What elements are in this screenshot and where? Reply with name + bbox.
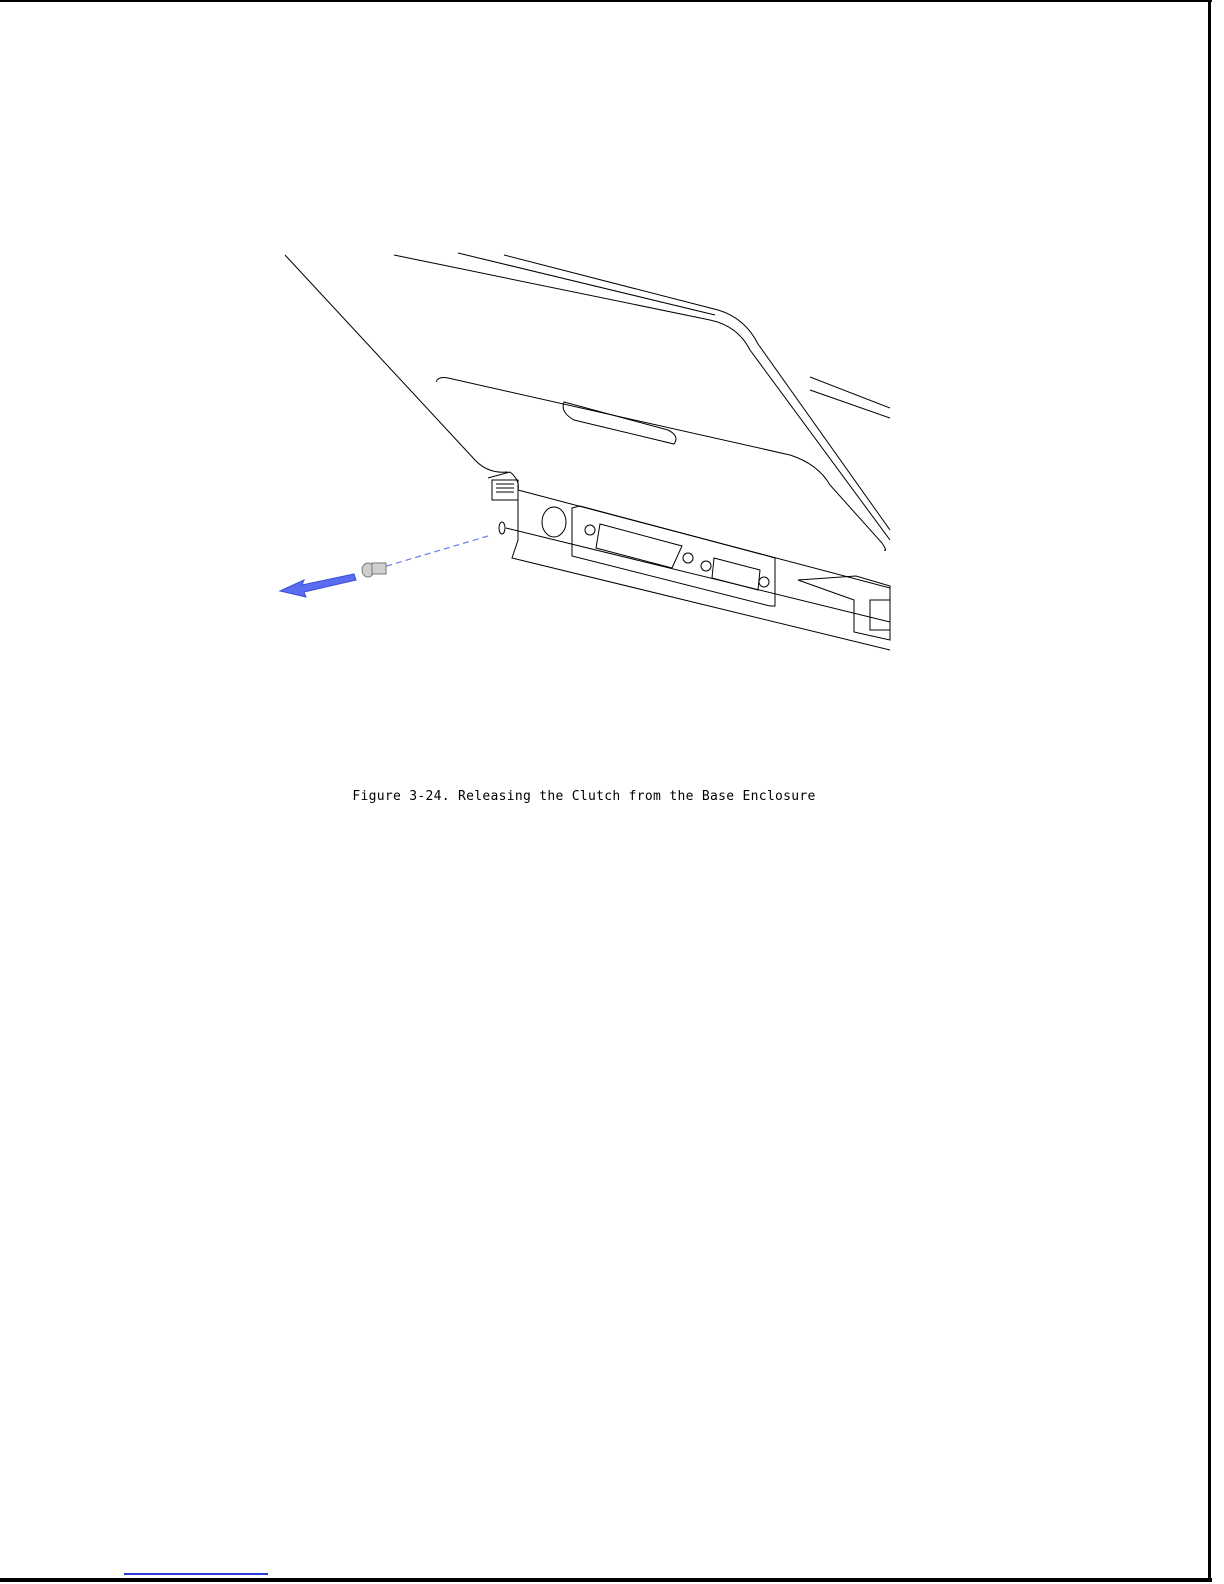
clutch-hinge: [492, 480, 518, 500]
parallel-port: [596, 524, 682, 568]
screw-hole: [499, 522, 505, 534]
display-back-cover: [436, 378, 886, 551]
page-border-bottom: [0, 1578, 1212, 1582]
page-border-top: [0, 0, 1212, 2]
laptop-clutch-illustration: [270, 240, 900, 670]
video-port: [712, 558, 760, 590]
footer-link-underline[interactable]: [124, 1573, 268, 1575]
screw-guide-line: [380, 536, 488, 568]
power-connector: [542, 507, 566, 537]
display-left-edge: [285, 255, 508, 472]
removal-direction-arrow: [280, 574, 356, 597]
connector-recess: [572, 506, 775, 606]
page-border-right: [1208, 0, 1211, 1582]
base-rear-panel: [488, 472, 890, 650]
clutch-screw-icon: [362, 563, 386, 577]
latch-slot: [563, 402, 676, 444]
figure-caption: Figure 3-24. Releasing the Clutch from the Base Enclosure: [352, 789, 816, 804]
